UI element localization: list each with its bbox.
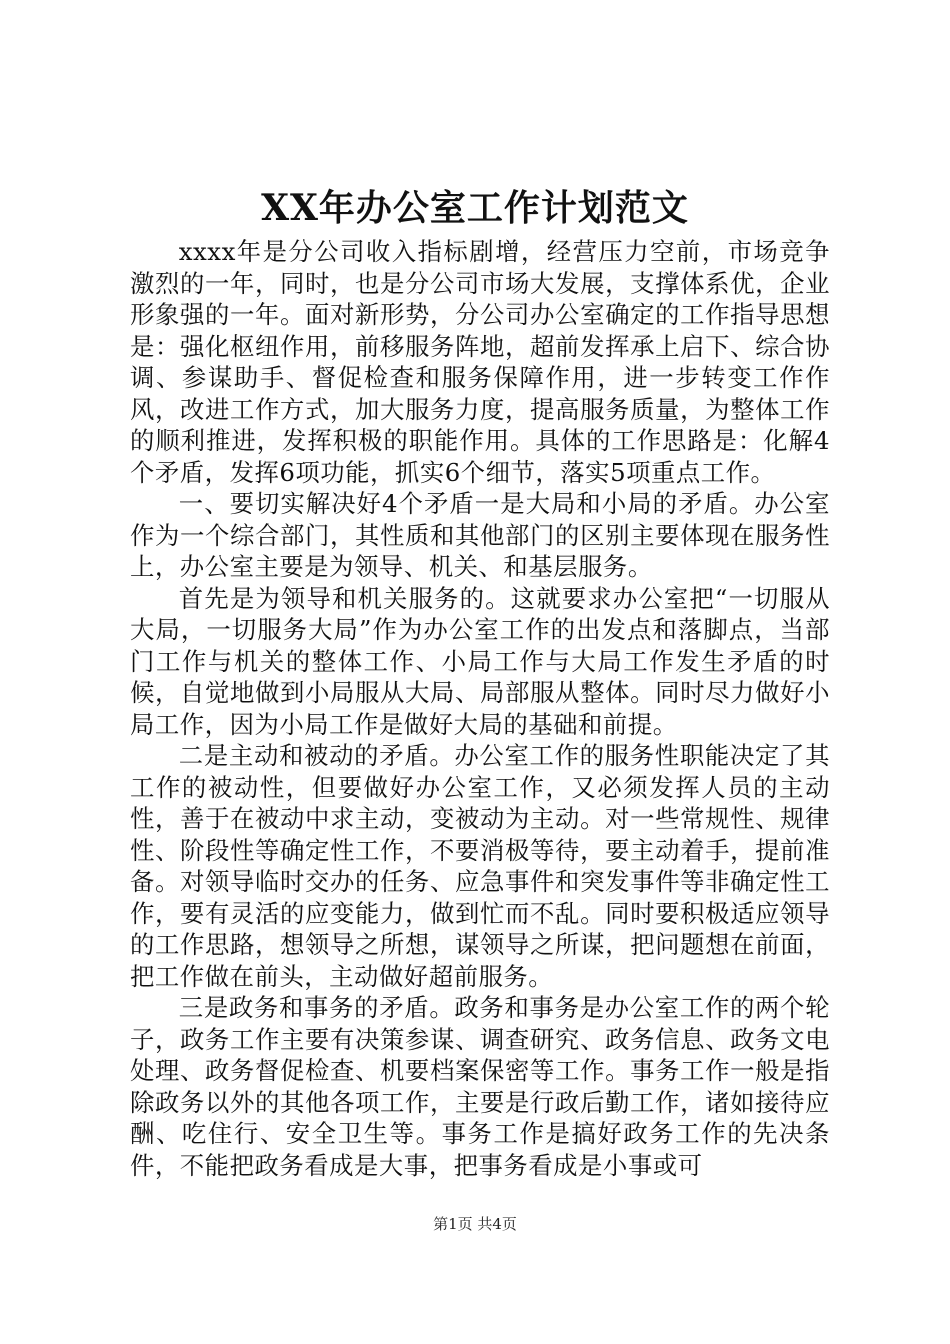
paragraph-contradiction-1: 一、要切实解决好4个矛盾一是大局和小局的矛盾。办公室作为一个综合部门，其性质和其他部门的区别主要体现在服务性上，办公室主要是为领导、机关、和基层服务。 (130, 489, 830, 581)
paragraph-serve-leaders: 首先是为领导和机关服务的。这就要求办公室把“一切服从大局，一切服务大局”作为办公室工作的出发点和落脚点，当部门工作与机关的整体工作、小局工作与大局工作发生矛盾的时候，自觉地做到小局服从大局、局部服从整体。同时尽力做好小局工作，因为小局工作是做好大局的基础和前提。 (130, 583, 830, 739)
document-title: XX年办公室工作计划范文 (261, 187, 689, 229)
paragraph-contradiction-2: 二是主动和被动的矛盾。办公室工作的服务性职能决定了其工作的被动性，但要做好办公室工作，又必须发挥人员的主动性，善于在被动中求主动，变被动为主动。对一些常规性、规律性、阶段性等确定性工作，不要消极等待，要主动着手，提前准备。对领导临时交办的任务、应急事件和突发事件等非确定性工作，要有灵活的应变能力，做到忙而不乱。同时要积极适应领导的工作思路，想领导之所想，谋领导之所谋，把问题想在前面，把工作做在前头，主动做好超前服务。 (130, 741, 830, 991)
paragraph-contradiction-3: 三是政务和事务的矛盾。政务和事务是办公室工作的两个轮子，政务工作主要有决策参谋、调查研究、政务信息、政务文电处理、政务督促检查、机要档案保密等工作。事务工作一般是指除政务以外的其他各项工作，主要是行政后勤工作，诸如接待应酬、吃住行、安全卫生等。事务工作是搞好政务工作的先决条件，不能把政务看成是大事，把事务看成是小事或可 (130, 993, 830, 1180)
page-number-footer: 第1页 共4页 (433, 1215, 517, 1233)
document-body (130, 236, 830, 1181)
paragraph-intro: xxxx年是分公司收入指标剧增，经营压力空前，市场竞争激烈的一年，同时，也是分公司市场大发展，支撑体系优，企业形象强的一年。面对新形势，分公司办公室确定的工作指导思想是：强化枢纽作用，前移服务阵地，超前发挥承上启下、综合协调、参谋助手、督促检查和服务保障作用，进一步转变工作作风，改进工作方式，加大服务力度，提高服务质量，为整体工作的顺利推进，发挥积极的职能作用。具体的工作思路是：化解4个矛盾，发挥6项功能，抓实6个细节，落实5项重点工作。 (130, 237, 830, 487)
